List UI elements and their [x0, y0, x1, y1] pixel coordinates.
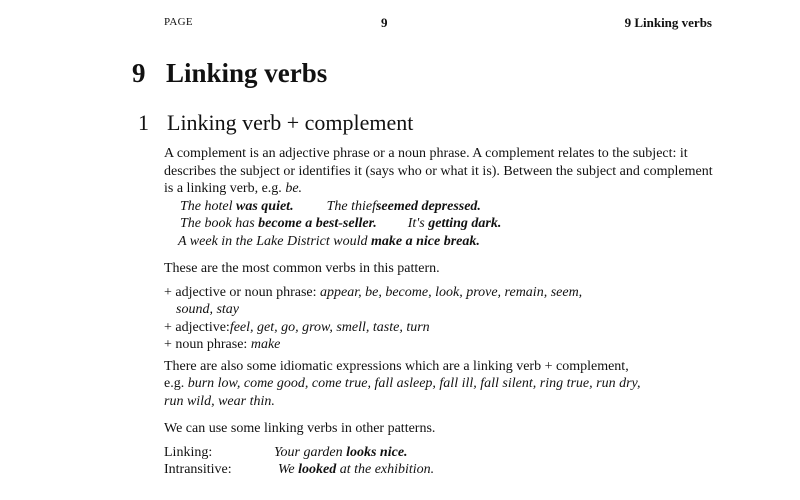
section-number: 1 [138, 110, 149, 135]
usage-line-intransitive [164, 461, 724, 479]
idioms-list: burn low, come good, come true, fall asleep, fall ill, fall silent, ring true, run dry, [187, 376, 641, 391]
pattern-label: + adjective: [164, 319, 230, 335]
running-head-page-label: PAGE [164, 16, 193, 28]
pattern-line-continued [164, 301, 724, 319]
common-verbs-intro: These are the most common verbs in this pattern. [164, 261, 440, 276]
example-line [164, 215, 724, 233]
chapter-heading [132, 58, 327, 89]
pattern-line [164, 284, 724, 302]
pattern-verbs: sound, stay [176, 302, 239, 317]
example-subject: A week in the Lake District would [178, 233, 368, 249]
pattern-line [164, 319, 724, 337]
example-complement: seemed depressed. [375, 198, 481, 214]
example-complement: was quiet. [236, 198, 294, 214]
idioms-text: There are also some idiomatic expressions which are a linking verb + complement, [164, 358, 629, 374]
example-subject: It's [407, 216, 425, 231]
section-title: Linking verb + complement [167, 110, 414, 135]
other-patterns-intro: We can use some linking verbs in other patterns. [164, 421, 436, 436]
section-body [164, 145, 724, 479]
usage-example: We [278, 462, 295, 477]
usage-example-verb: looks nice. [346, 444, 408, 460]
intro-example-verb: be. [285, 181, 303, 196]
usage-label: Linking: [164, 444, 213, 460]
chapter-title: Linking verbs [166, 58, 328, 88]
usage-line-linking [164, 444, 724, 462]
idioms-paragraph [164, 358, 724, 411]
pattern-verbs: feel, get, go, grow, smell, taste, turn [229, 319, 430, 335]
idioms-list-continued: run wild, wear thin. [164, 393, 275, 409]
pattern-label: + adjective or noun phrase: [164, 284, 317, 300]
example-line [164, 233, 724, 251]
pattern-line [164, 336, 724, 354]
example-complement: getting dark. [428, 216, 502, 231]
chapter-number: 9 [132, 58, 146, 88]
pattern-label: + noun phrase: [164, 337, 248, 352]
pattern-verbs: appear, be, become, look, prove, remain, seem, [320, 284, 583, 300]
usage-example: Your garden [274, 444, 343, 460]
usage-label: Intransitive: [164, 462, 232, 477]
example-subject: The hotel [180, 198, 233, 214]
pattern-verbs: make [250, 337, 281, 352]
usage-example: at the exhibition. [339, 462, 435, 477]
intro-text: A complement is an adjective phrase or a noun phrase. A complement relates to the subject: it describes the subject or identifies it (says who or what it is). Between the subject and complement is a linking verb, e.g. [164, 146, 713, 196]
example-complement: make a nice break. [371, 233, 480, 249]
running-head-page-number: 9 [381, 15, 388, 30]
intro-paragraph [164, 145, 724, 198]
running-head [0, 16, 800, 34]
section-heading [138, 110, 413, 136]
example-line [164, 198, 724, 216]
example-subject: The book has [180, 216, 255, 231]
example-subject: The thief [326, 198, 376, 214]
usage-example-verb: looked [298, 462, 337, 477]
running-head-title: 9 Linking verbs [624, 15, 712, 30]
example-complement: become a best-seller. [258, 216, 377, 231]
idioms-eg: e.g. [164, 376, 185, 391]
